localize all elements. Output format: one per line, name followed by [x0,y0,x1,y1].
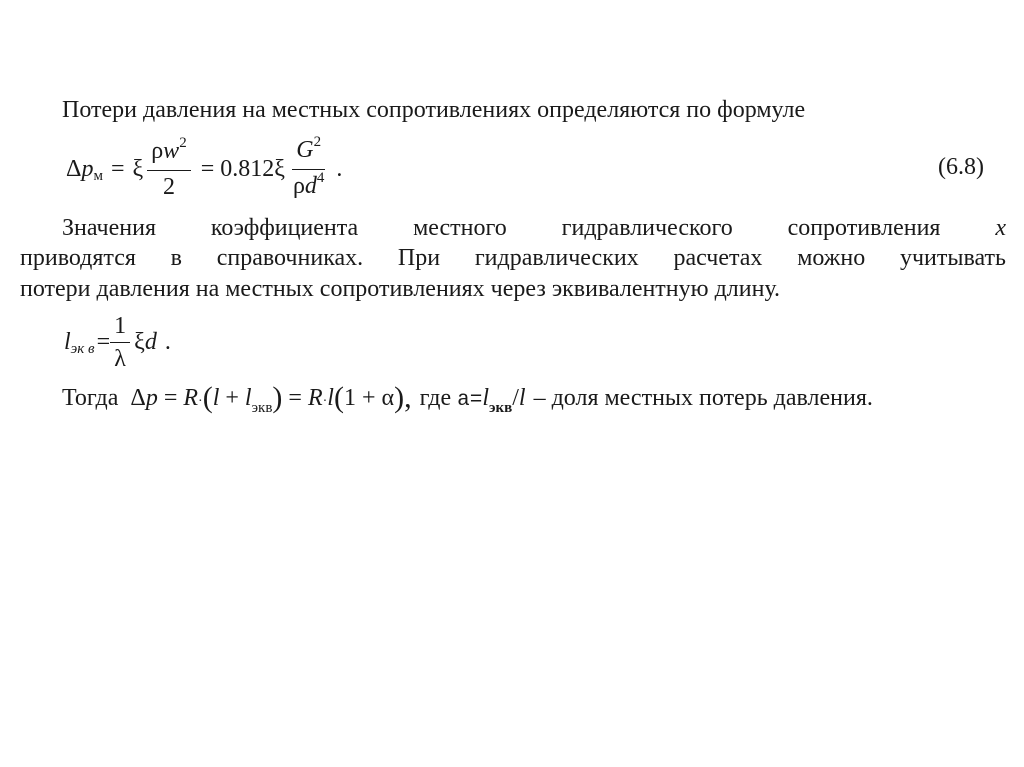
p-subscript: м [93,168,103,184]
rho-symbol: ρ [151,138,164,164]
word: расчетах [673,245,763,271]
one: 1 [343,385,356,411]
formula-pressure-loss [66,131,342,207]
close-paren-2: ), [394,381,412,414]
equation-number: (6.8) [938,154,984,180]
equals-sign-2: = [200,156,215,182]
l-subscript-2: экв [489,400,513,416]
plus-sign: + [225,385,239,411]
paragraph-coef-line-1 [62,213,1006,243]
dot: · [198,394,203,409]
g-variable: G [296,136,314,163]
word: учитывать [899,245,1006,271]
p-variable: p [145,385,158,411]
r-variable: R [183,385,199,411]
w-variable: w [163,138,180,164]
l-variable: l [64,329,71,355]
paragraph-intro-text: Потери давления на местных сопротивлениях определяются по формуле [62,97,806,123]
rho-symbol-2: ρ [292,172,305,199]
plus-sign-2: + [361,385,376,411]
equals-sign-2: = [288,385,302,411]
word: в [170,245,182,271]
period: . [164,329,171,355]
word: приводятся [20,245,136,271]
d-variable: d [304,172,317,199]
lead-word: Тогда [62,385,119,411]
word: справочниках. [216,245,364,271]
exponent: 2 [179,135,187,151]
close-paren: ) [272,381,283,414]
fraction-numerator: 1 [110,311,130,343]
l-variable: l [212,385,220,411]
xi-symbol-2: ξ [274,156,285,182]
open-paren: ( [202,381,213,414]
word: При [397,245,441,271]
period: . [336,156,343,182]
equals-sign: = [96,329,111,355]
paragraph-coef-line-3 [20,274,780,304]
l-variable-4: l [482,385,489,411]
word: Значения [62,215,157,241]
delta-symbol: Δ [66,156,82,182]
fraction-rho-w2 [147,136,191,202]
equals-sign: = [163,385,178,411]
fraction-g2-rho-d4 [289,135,328,204]
word: сопротивления [787,215,941,241]
l-variable-3: l [327,385,334,411]
formula-total-loss [62,381,873,417]
word: местного [413,215,507,241]
paragraph-coef-line-3-text: потери давления на местных сопротивлениях через эквивалентную длину. [20,276,781,302]
where-word: где [419,385,452,411]
a-equals: a= [457,389,483,412]
coefficient: 0.812 [220,156,275,182]
exponent-2: 2 [313,133,322,150]
l-subscript: экв [251,400,273,416]
dot-2: · [322,394,328,409]
fraction-denominator-2 [289,170,328,204]
xi-symbol: ξ [132,156,144,182]
alpha-symbol: α [381,385,395,411]
l-variable-5: l [518,385,526,411]
r-variable-2: R [307,385,323,411]
l-subscript: эк в [70,341,95,357]
exponent-4: 4 [316,169,325,186]
d-variable: d [144,329,157,355]
slash: / [512,385,519,411]
delta-symbol: Δ [130,385,146,411]
tail-text: – доля местных потерь давления. [533,385,873,411]
fraction-numerator [147,136,191,171]
open-paren-2: ( [333,381,344,414]
word: гидравлических [474,245,639,271]
word: коэффициента [210,215,359,241]
paragraph-coef-line-2 [20,243,1006,273]
l-variable-2: l [244,385,252,411]
fraction-denominator: λ [114,345,126,372]
fraction-denominator: 2 [162,174,175,200]
word: можно [797,245,866,271]
formula-equivalent-length [64,309,171,375]
x-symbol: x [995,215,1006,241]
word: гидравлического [561,215,733,241]
equals-sign: = [110,156,125,182]
xi-symbol: ξ [134,329,145,355]
fraction-one-over-lambda [110,311,130,374]
paragraph-intro [62,95,805,125]
fraction-numerator-2 [292,135,325,170]
p-variable: p [81,156,94,182]
